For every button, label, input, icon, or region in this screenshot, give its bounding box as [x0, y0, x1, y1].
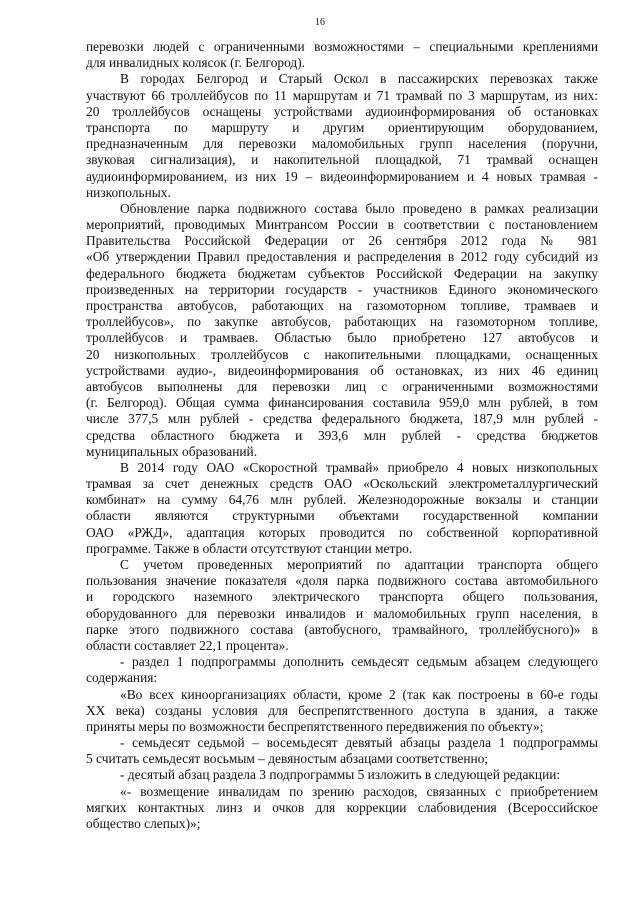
text-line: содержания:: [86, 670, 158, 686]
text-line: приняты меры по возможности беспрепятственного передвижения по объекту»;: [86, 718, 544, 734]
text-line: федерального бюджета бюджетам субъектов Российской Федерации на закупку: [86, 265, 598, 281]
text-line: программе. Также в области отсутствуют станции метро.: [86, 540, 413, 556]
text-line: числе 377,5 млн рублей - средства федерального бюджета, 187,9 млн рублей -: [86, 411, 598, 427]
text-line: комбинат» на сумму 64,76 млн рублей. Железнодорожные вокзалы и станции: [86, 492, 598, 508]
text-line: XX века) созданы условия для беспрепятственного доступа в здания, а также: [86, 702, 598, 718]
text-line: 20 троллейбусов оснащены устройствами аудиоинформирования об остановках: [86, 103, 598, 119]
text-line: (г. Белгород). Общая сумма финансирования составила 959,0 млн рублей, в том: [86, 395, 598, 411]
text-line: 5 считать семьдесят восьмым – девяностым абзацами соответственно;: [86, 751, 489, 767]
text-line: устройствами аудио-, видеоинформирования об остановках, из них 46 единиц: [86, 362, 598, 378]
page-number: 16: [315, 17, 325, 28]
text-line: Обновление парка подвижного состава было проведено в рамках реализации: [120, 200, 598, 216]
text-line: - семьдесят седьмой – восемьдесят девятый абзацы раздела 1 подпрограммы: [120, 735, 598, 751]
text-line: перевозки людей с ограниченными возможностями – специальными креплениями: [86, 39, 598, 54]
text-line: «- возмещение инвалидам по зрению расходов, связанных с приобретением: [120, 783, 598, 799]
text-line: В 2014 году ОАО «Скоростной трамвай» приобрело 4 новых низкопольных: [120, 459, 598, 475]
text-line: транспорта по маршруту и другим ориентирующим оборудованием,: [86, 119, 598, 135]
text-line: - раздел 1 подпрограммы дополнить семьдесят седьмым абзацем следующего: [120, 654, 598, 670]
text-line: произведенных на территории государств - участников Единого экономического: [86, 281, 598, 297]
text-line: троллейбусов», по закупке автобусов, работающих на газомоторном топливе,: [86, 314, 598, 330]
text-line: общество слепых)»;: [86, 816, 201, 831]
text-line: для инвалидных колясок (г. Белгород).: [86, 55, 306, 71]
text-line: муниципальных образований.: [86, 443, 258, 459]
text-line: В городах Белгород и Старый Оскол в пассажирских перевозках также: [120, 71, 598, 87]
text-line: парке этого подвижного состава (автобусного, трамвайного, троллейбусного)» в: [86, 621, 598, 637]
text-line: ОАО «РЖД», адаптация которых проводится по собственной корпоративной: [86, 524, 598, 540]
text-line: области составляет 22,1 процента».: [86, 637, 289, 653]
text-line: Правительства Российской Федерации от 26 сентября 2012 года № 981: [86, 233, 598, 249]
text-line: - десятый абзац раздела 3 подпрограммы 5 изложить в следующей редакции:: [120, 767, 561, 783]
text-line: «Об утверждении Правил предоставления и распределения в 2012 году субсидий из: [86, 249, 598, 265]
text-line: участвуют 66 троллейбусов по 11 маршрутам и 71 трамвай по 3 маршрутам, из них:: [86, 87, 598, 103]
text-line: С учетом проведенных мероприятий по адаптации транспорта общего: [120, 557, 598, 572]
document-body: [86, 39, 598, 832]
text-line: трамвая за счет денежных средств ОАО «Оскольский электрометаллургический: [86, 476, 598, 492]
text-line: троллейбусов и трамваев. Областью было приобретено 127 автобусов и: [86, 330, 598, 346]
text-line: 20 низкопольных троллейбусов с накопительными площадками, оснащенных: [86, 346, 598, 362]
text-line: мероприятий, проводимых Минтрансом России в соответствии с постановлением: [86, 217, 598, 233]
text-line: звуковая сигнализация), и накопительной площадкой, 71 трамвай оснащен: [86, 152, 598, 168]
text-line: автобусов выполнены для перевозки лиц с ограниченными возможностями: [86, 378, 598, 394]
text-line: пространства автобусов, работающих на газомоторном топливе, трамваев и: [86, 298, 598, 313]
text-line: оборудованного для перевозки инвалидов и маломобильных групп населения, в: [86, 605, 598, 621]
text-line: и городского наземного электрического транспорта общего пользования,: [86, 589, 598, 605]
text-line: «Во всех киноорганизациях области, кроме 2 (так как построены в 60-е годы: [120, 686, 598, 702]
text-line: низкопольных.: [86, 184, 171, 200]
text-line: аудиоинформированием, из них 19 – видеоинформированием и 4 новых трамвая -: [86, 168, 598, 184]
text-line: средства областного бюджета и 393,6 млн рублей - средства бюджетов: [86, 427, 598, 443]
text-line: предназначенным для перевозки маломобильных групп населения (поручни,: [86, 136, 598, 152]
text-line: мягких контактных линз и очков для коррекции слабовидения (Всероссийское: [86, 799, 598, 815]
text-line: пользования значение показателя «доля парка подвижного состава автомобильного: [86, 573, 598, 589]
text-line: области являются структурными объектами государственной компании: [86, 508, 598, 524]
